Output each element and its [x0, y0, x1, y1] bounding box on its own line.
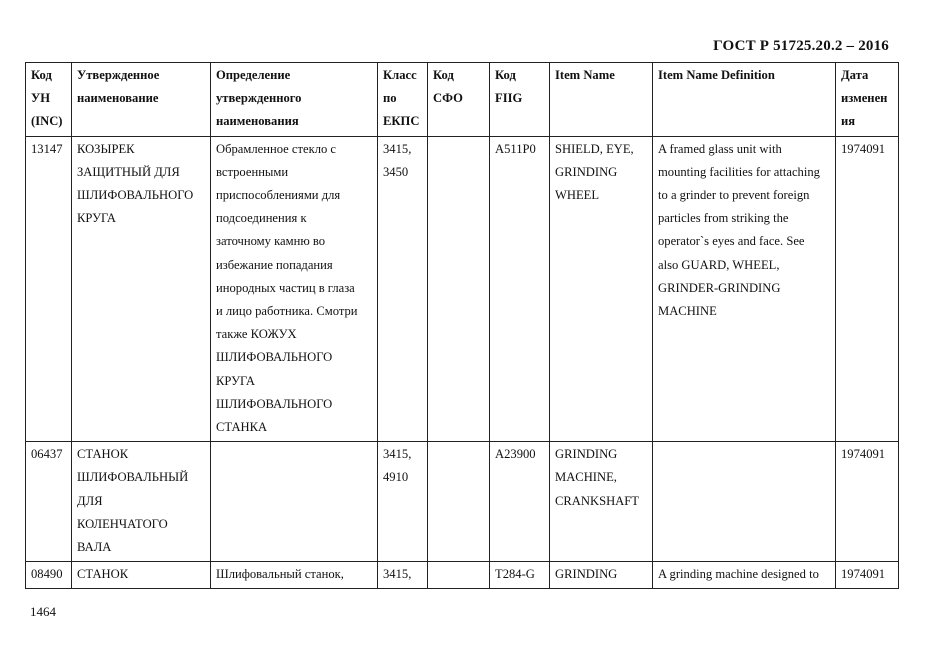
- cell-line: 3415,: [383, 567, 412, 582]
- cell-line: КОЛЕНЧАТОГО: [77, 516, 168, 531]
- header-line: наименования: [216, 114, 299, 129]
- header-item-definition: [653, 63, 836, 137]
- header-line: (INC): [31, 114, 63, 129]
- header-line: Определение: [216, 68, 291, 82]
- cell-line: 3415,: [383, 141, 412, 156]
- cell-line: избежание попадания: [216, 257, 333, 272]
- document-standard-header: ГОСТ Р 51725.20.2 – 2016: [713, 38, 889, 54]
- header-line: СФО: [433, 91, 463, 106]
- cell-line: подсоединения к: [216, 211, 307, 226]
- cell-date: 1974091: [836, 136, 899, 442]
- cell-line: CRANKSHAFT: [555, 493, 639, 508]
- cell-line: СТАНКА: [216, 420, 268, 435]
- cell-item-name: [550, 562, 653, 589]
- cell-line: ШЛИФОВАЛЬНОГО: [216, 350, 333, 365]
- header-line: УН: [31, 91, 51, 106]
- cell-item-definition: [653, 562, 836, 589]
- cell-line: 4910: [383, 470, 409, 485]
- cell-fiig: A511P0: [490, 136, 550, 442]
- cell-definition: [211, 442, 378, 562]
- cell-line: SHIELD, EYE,: [555, 141, 634, 156]
- cell-line: 3415,: [383, 447, 412, 462]
- cell-line: СТАНОК: [77, 567, 129, 582]
- cell-line: A framed glass unit with: [658, 141, 782, 156]
- cell-line: заточному камню во: [216, 234, 326, 249]
- cell-line: GRINDER-GRINDING: [658, 280, 781, 295]
- header-class: [378, 63, 428, 137]
- cell-item-definition: [653, 136, 836, 442]
- table-row: [26, 562, 899, 589]
- header-line: Класс: [383, 68, 417, 82]
- cell-class: [378, 562, 428, 589]
- table-row: [26, 442, 899, 562]
- cell-line: также КОЖУХ: [216, 327, 297, 342]
- cell-date: 1974091: [836, 442, 899, 562]
- cell-line: A grinding machine designed to: [658, 567, 819, 582]
- cell-line: встроенными: [216, 164, 289, 179]
- cell-line: Обрамленное стекло с: [216, 141, 337, 156]
- cell-line: GRINDING: [555, 164, 618, 179]
- cell-fiig: A23900: [490, 442, 550, 562]
- cell-line: инородных частиц в глаза: [216, 280, 355, 295]
- cell-fiig: T284-G: [490, 562, 550, 589]
- table-row: [26, 136, 899, 442]
- header-line: Код: [433, 68, 454, 82]
- cell-line: приспособлениями для: [216, 188, 341, 203]
- cell-definition: [211, 136, 378, 442]
- header-line: наименование: [77, 91, 159, 106]
- cell-line: GRINDING: [555, 567, 618, 582]
- cell-sfo: [428, 136, 490, 442]
- header-line: ия: [841, 114, 856, 129]
- cell-line: MACHINE: [658, 304, 717, 319]
- cell-approved-name: [72, 136, 211, 442]
- header-line: утвержденного: [216, 91, 302, 106]
- header-inc: [26, 63, 72, 137]
- table-header-row: [26, 63, 899, 137]
- header-line: изменен: [841, 91, 888, 106]
- cell-line: also GUARD, WHEEL,: [658, 257, 780, 272]
- cell-date: 1974091: [836, 562, 899, 589]
- cell-sfo: [428, 442, 490, 562]
- header-fiig: [490, 63, 550, 137]
- cell-line: to a grinder to prevent foreign: [658, 188, 810, 203]
- header-line: Дата: [841, 68, 869, 82]
- cell-item-name: [550, 136, 653, 442]
- page-number: 1464: [30, 604, 56, 619]
- cell-line: MACHINE,: [555, 470, 617, 485]
- cell-item-definition: [653, 442, 836, 562]
- header-line: ЕКПС: [383, 114, 420, 129]
- cell-line: ЗАЩИТНЫЙ ДЛЯ: [77, 164, 180, 179]
- cell-inc: 08490: [26, 562, 72, 589]
- header-line: Код: [495, 68, 516, 82]
- cell-definition: [211, 562, 378, 589]
- cell-inc: 06437: [26, 442, 72, 562]
- cell-class: [378, 442, 428, 562]
- cell-line: ВАЛА: [77, 540, 112, 555]
- cell-line: Шлифовальный станок,: [216, 567, 344, 582]
- cell-line: КРУГА: [216, 373, 256, 388]
- cell-line: ШЛИФОВАЛЬНОГО: [77, 188, 194, 203]
- header-sfo: [428, 63, 490, 137]
- header-approved-name: [72, 63, 211, 137]
- cell-line: operator`s eyes and face. See: [658, 234, 805, 249]
- cell-item-name: [550, 442, 653, 562]
- cell-line: particles from striking the: [658, 211, 789, 226]
- item-names-table: [25, 62, 899, 589]
- header-line: Item Name: [555, 68, 615, 82]
- cell-line: ШЛИФОВАЛЬНОГО: [216, 396, 333, 411]
- cell-line: и лицо работника. Смотри: [216, 304, 358, 319]
- cell-line: 3450: [383, 164, 409, 179]
- cell-line: WHEEL: [555, 188, 600, 203]
- header-date: [836, 63, 899, 137]
- header-definition: [211, 63, 378, 137]
- cell-approved-name: [72, 442, 211, 562]
- cell-line: КОЗЫРЕК: [77, 141, 135, 156]
- header-line: Код: [31, 68, 52, 82]
- header-line: FIIG: [495, 91, 523, 106]
- header-item-name: [550, 63, 653, 137]
- cell-line: ДЛЯ: [77, 493, 103, 508]
- cell-line: СТАНОК: [77, 447, 129, 462]
- cell-sfo: [428, 562, 490, 589]
- cell-class: [378, 136, 428, 442]
- header-line: по: [383, 91, 397, 106]
- header-line: Item Name Definition: [658, 68, 775, 82]
- cell-inc: 13147: [26, 136, 72, 442]
- cell-approved-name: [72, 562, 211, 589]
- cell-line: GRINDING: [555, 447, 618, 462]
- cell-line: ШЛИФОВАЛЬНЫЙ: [77, 470, 189, 485]
- cell-line: КРУГА: [77, 211, 117, 226]
- cell-line: mounting facilities for attaching: [658, 164, 820, 179]
- header-line: Утвержденное: [77, 68, 160, 82]
